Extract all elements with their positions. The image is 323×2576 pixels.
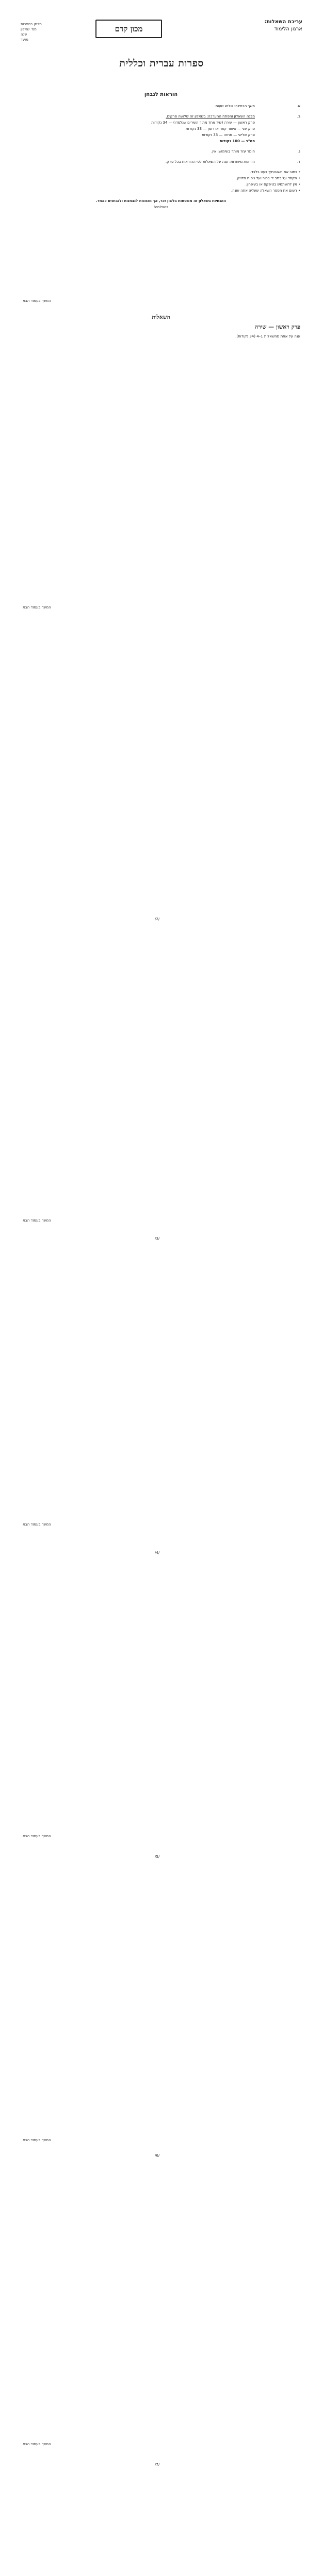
turn-note: המשך בעמוד הבא xyxy=(23,1218,51,1223)
header xyxy=(21,10,302,46)
check-item: • רשום את מספר השאלה שעליה אתה עונה. xyxy=(22,188,300,194)
instructions-block xyxy=(22,92,300,210)
header-left-line1: מבחן בספרות xyxy=(21,22,42,26)
turn-note: המשך בעמוד הבא xyxy=(23,2442,51,2446)
header-left-line2: מס' שאלון xyxy=(21,27,37,31)
turn-note: המשך בעמוד הבא xyxy=(23,1522,51,1527)
header-right-line1: עריכת השאלות: xyxy=(264,19,302,25)
check-item: • אין להשתמש בטיפקס או בעיפרון. xyxy=(22,181,300,188)
turn-note: המשך בעמוד הבא xyxy=(23,1834,51,1838)
turn-note: המשך בעמוד הבא xyxy=(23,605,51,609)
check-item: • כתוב את תשובותיך בעט בלבד. xyxy=(22,169,300,175)
instruction-row: פרק שני — סיפור קצר או רומן — 33 נקודות xyxy=(185,127,255,131)
page-number: /2/ xyxy=(155,917,160,921)
instructions-heading: הוראות לנבחן xyxy=(144,92,178,97)
header-right-line2: ארגון הלימוד xyxy=(274,26,302,32)
check-item: • הקפד על כתב יד ברור ועל ניסוח מדויק. xyxy=(22,175,300,181)
instruction-row: סה"כ — 100 נקודות xyxy=(219,139,255,143)
notice: ההנחיות בשאלון זה מנוסחות בלשון זכר, אך מכוונות לנבחנות ולנבחנים כאחד. xyxy=(95,199,226,203)
instruction-row: פרק ראשון — שירה (שיר אחד מתוך השירים שנלמדו) — 34 נקודות xyxy=(151,121,255,125)
instruction-row: פרק שלישי — מחזה — 33 נקודות xyxy=(202,133,255,137)
part1-header xyxy=(22,314,300,340)
part1-title: השאלות xyxy=(152,314,170,320)
page-number: /3/ xyxy=(155,1236,160,1241)
instruction-row: ג. חומר עזר מותר בשימוש: אין. xyxy=(211,149,300,154)
page-title: ספרות עברית וכללית xyxy=(119,58,204,69)
header-left xyxy=(21,22,42,42)
page-number: /6/ xyxy=(155,2154,160,2158)
turn-note: המשך בעמוד הבא xyxy=(23,299,51,303)
part1-heading: פרק ראשון — שירה xyxy=(254,324,300,330)
part1-instruction: ענה על אחת מהשאלות 1–4 (34 נקודות). xyxy=(235,334,300,338)
page-number: /5/ xyxy=(155,1855,160,1859)
instruction-row: ב. מבנה השאלון ומפתח ההערכה: בשאלון זה שלושה פרקים. xyxy=(166,114,300,118)
logo: מכון קדם xyxy=(95,20,162,38)
header-left-line3: שנה xyxy=(21,32,27,37)
page-number: /7/ xyxy=(155,2463,160,2467)
header-right xyxy=(264,19,302,33)
header-left-line4: מועד xyxy=(21,38,28,42)
turn-note: המשך בעמוד הבא xyxy=(23,2138,51,2142)
notice-good-luck: בהצלחה! xyxy=(153,205,169,209)
instruction-row: א. משך הבחינה: שלוש שעות. xyxy=(214,104,300,108)
instruction-row: ד. הוראות מיוחדות: ענה על השאלות לפי ההוראות בכל פרק. xyxy=(165,160,300,164)
page-number: /4/ xyxy=(155,1551,160,1555)
